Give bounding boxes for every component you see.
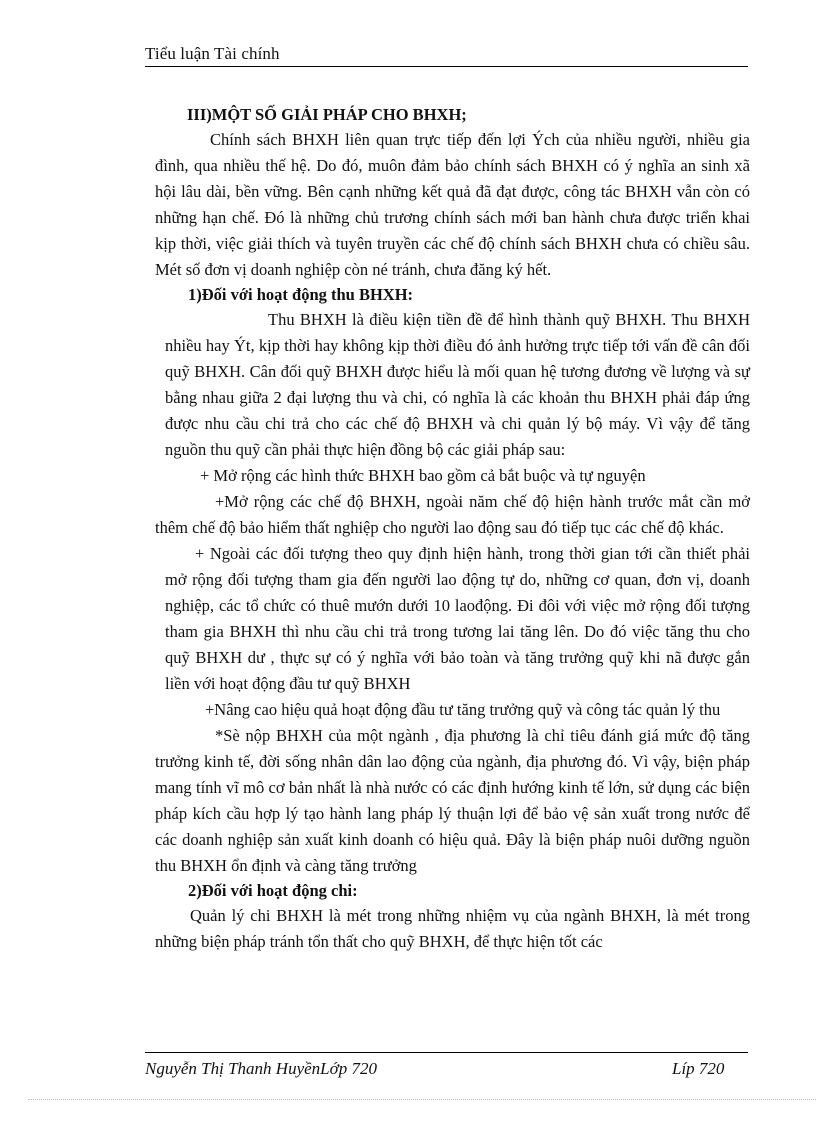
revenue-paragraph: Thu BHXH là điều kiện tiền đề để hình thành quỹ BHXH. Thu BHXH nhiều hay Ýt, kịp thời hay không kịp thời điều đó ảnh hưởng trực tiếp tới vấn đề cân đối quỹ BHXH. Cân đối quỹ BHXH được hiểu là mối quan hệ tương đương về lượng và sự bằng nhau giữa 2 đại lượng thu và chi, có nghĩa là các khoản thu BHXH phải đáp ứng được nhu cầu chi trả cho các chế độ BHXH và chi quản lý bộ máy. Vì vậy để tăng nguồn thu quỹ cần phải thực hiện đồng bộ các giải pháp sau: [165,310,750,459]
section-heading: III)MỘT SỐ GIẢI PHÁP CHO BHXH; [187,105,467,124]
header-divider [145,66,748,67]
bullet-1: + Mở rộng các hình thức BHXH bao gồm cả bắt buộc và tự nguyện [200,466,646,485]
footer-class-label: Líp 720 [672,1059,725,1078]
page-bottom-edge [28,1099,816,1100]
subsection-2-heading: 2)Đối với hoạt động chi: [188,881,358,900]
footer-author: Nguyễn Thị Thanh HuyềnLớp 720 [145,1059,377,1078]
subsection-1-heading: 1)Đối với hoạt động thu BHXH: [188,285,414,304]
expenditure-paragraph: Quản lý chi BHXH là mét trong những nhiệm vụ của ngành BHXH, là mét trong những biện pháp tránh tổn thất cho quỹ BHXH, để thực hiện tốt các [155,906,750,951]
document-body [155,103,750,955]
intro-paragraph: Chính sách BHXH liên quan trực tiếp đến lợi Ých của nhiều người, nhiều gia đình, qua nhiều thế hệ. Do đó, muôn đảm bảo chính sách BHXH có ý nghĩa an sinh xã hội lâu dài, bền vững. Bên cạnh những kết quả đã đạt được, công tác BHXH vẫn còn có những hạn chế. Đó là những chủ trương chính sách mới ban hành chưa được triển khai kịp thời, việc giải thích và tuyên truyền các chế độ chính sách BHXH chưa có chiều sâu. Mét số đơn vị doanh nghiệp còn né tránh, chưa đăng ký hết. [155,130,750,279]
bullet-4: +Nâng cao hiệu quả hoạt động đầu tư tăng trưởng quỹ và công tác quản lý thu [205,700,721,719]
note-paragraph: *Sè nộp BHXH của một ngành , địa phương là chỉ tiêu đánh giá mức độ tăng trưởng kinh tế, đời sống nhân dân lao động của ngành, địa phương đó. Vì vậy, biện pháp mang tính vĩ mô cơ bản nhất là nhà nước có các định hướng kinh tế lớn, sử dụng các biện pháp kích cầu hợp lý tạo hành lang pháp lý thuận lợi để bảo vệ sản xuất trong nước để các doanh nghiệp sản xuất kinh doanh có hiệu quả. Đây là biện pháp nuôi dưỡng nguồn thu BHXH ổn định và càng tăng trưởng [155,726,750,875]
header-title: Tiểu luận Tài chính [145,44,280,63]
footer-divider [145,1052,748,1053]
bullet-3: + Ngoài các đối tượng theo quy định hiện hành, trong thời gian tới cần thiết phải mở rộng đối tượng tham gia đến người lao động tự do, những cơ quan, đơn vị, doanh nghiệp, các tổ chức có thuê mướn dưới 10 laođộng. Đi đôi với việc mở rộng đối tượng tham gia BHXH thì nhu cầu chi trả trong tương lai tăng lên. Do đó việc tăng thu cho quỹ BHXH dư , thực sự có ý nghĩa với bảo toàn và tăng trưởng quỹ khi nã được gắn liền với hoạt động đầu tư quỹ BHXH [165,544,750,693]
bullet-2: +Mở rộng các chế độ BHXH, ngoài năm chế độ hiện hành trước mắt cần mở thêm chế độ bảo hiểm thất nghiệp cho người lao động sau đó tiếp tục các chế độ khác. [155,492,750,537]
